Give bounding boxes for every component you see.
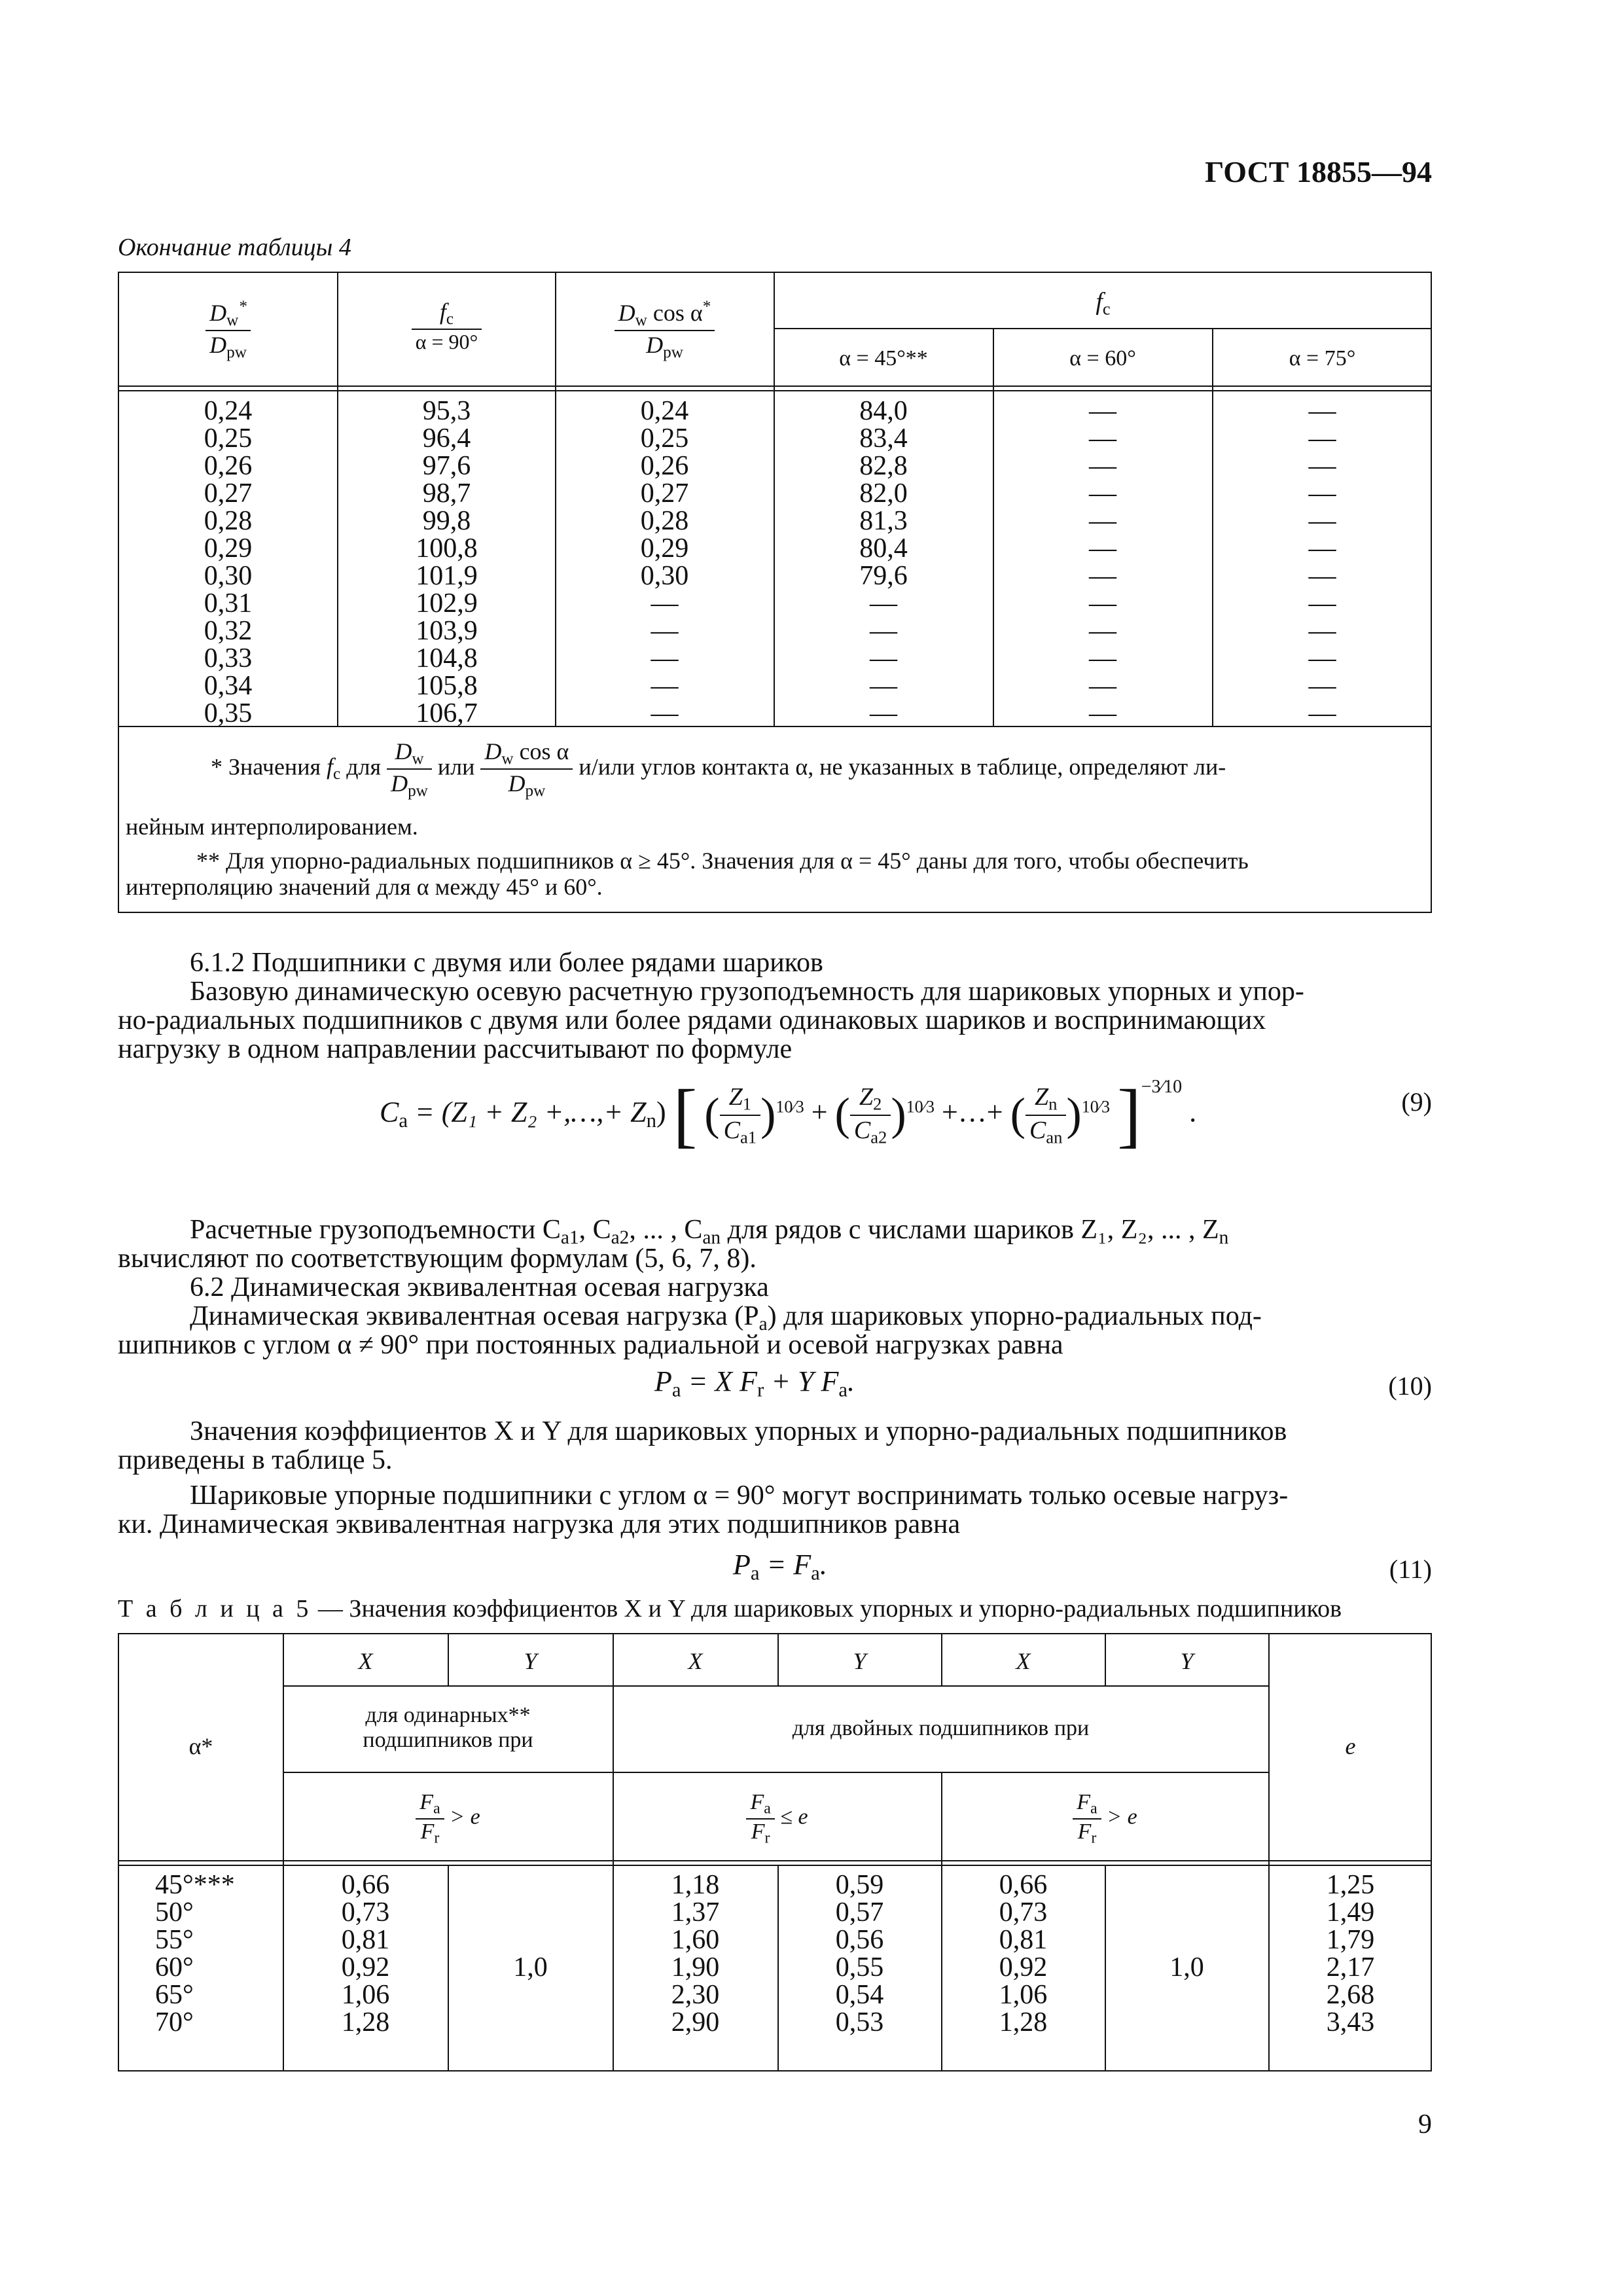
column-fc90-values: 95,3 96,4 97,6 98,7 99,8 100,8 101,9 102,9 103,9 104,8 105,8 106,7	[416, 396, 478, 728]
section-62-heading: 6.2 Динамическая эквивалентная осевая нагрузка	[190, 1272, 769, 1302]
table4-caption: Окончание таблицы 4	[118, 234, 351, 261]
header-fc-group: $f_c$	[1096, 288, 1111, 319]
header-single-bearings: для одинарных** подшипников при	[363, 1703, 533, 1752]
table4-footnote-2-cont: интерполяцию значений для α между 45° и 60°.	[126, 874, 603, 900]
column-x-double-le-values: 1,18 1,37 1,60 1,90 2,30 2,90	[671, 1870, 720, 2037]
condition-double-le-e: $\frac{F_a}{F_r}$ ≤ e	[613, 1790, 941, 1847]
header-y-1: Y	[524, 1648, 537, 1674]
section-612-p3: нагрузку в одном направлении рассчитывают по формуле	[118, 1034, 793, 1064]
header-x-1: X	[358, 1648, 373, 1674]
formula-11-number: (11)	[1389, 1554, 1432, 1584]
column-fc75-values: — — — — — — — — — — — —	[1308, 396, 1336, 728]
column-fc60-values: — — — — — — — — — — — —	[1089, 396, 1116, 728]
section-62-p6: ки. Динамическая эквивалентная нагрузка для этих подшипников равна	[118, 1509, 961, 1539]
table5	[118, 1633, 1432, 2072]
header-alpha-45: α = 45°**	[839, 346, 928, 370]
formula-11: $P_a = F_a$.	[733, 1549, 827, 1585]
formula-9: $C_a = (Z_1 + Z_2$ +,…,+ $Z_n$) [ ( $\frac{Z_1}{C_{a1}}$ )$^{10⁄3}$ + ( $\frac{Z_2}{C_{a2}}$ )$^{10⁄3}$ +…+ ( $\frac{Z_n}{C_{an}}$ )$^{10⁄3}$ ]$^{-3⁄10}$ .	[380, 1075, 1197, 1155]
column-x-double-gt-values: 0,66 0,73 0,81 0,92 1,06 1,28	[999, 1870, 1048, 2037]
header-fc-90: $\frac{f_c}{\alpha = 90^\circ}$	[338, 298, 556, 354]
header-alpha: α*	[188, 1733, 213, 1759]
table4-footnote-1: * Значения $f_c$ для $\frac{D_w}{D_{pw}}$ или $\frac{D_w \cos \alpha}{D_{pw}}$ и/или углов контакта α, не указанных в таблице, определяют ли-	[211, 738, 1226, 800]
header-e: e	[1345, 1733, 1356, 1759]
column-dw-dpw-values: 0,24 0,25 0,26 0,27 0,28 0,29 0,30 0,31 0,32 0,33 0,34 0,35	[204, 396, 253, 728]
section-62-p4: приведены в таблице 5.	[118, 1445, 393, 1475]
header-dw-cos-dpw: $\frac{D_w \cos \alpha^*}{D_{pw}}$	[556, 298, 774, 362]
table4	[118, 272, 1432, 913]
column-y-double-le-values: 0,59 0,57 0,56 0,55 0,54 0,53	[835, 1870, 884, 2037]
section-612-p1: Базовую динамическую осевую расчетную грузоподъемность для шариковых упорных и упор-	[190, 977, 1304, 1007]
section-612-heading: 6.1.2 Подшипники с двумя или более рядами шариков	[190, 948, 823, 978]
section-62-p3: Значения коэффициентов X и Y для шариковых упорных и упорно-радиальных подшипников	[190, 1416, 1287, 1446]
section-612-p5: вычисляют по соответствующим формулам (5, 6, 7, 8).	[118, 1244, 757, 1274]
section-62-p2: шипников с углом α ≠ 90° при постоянных радиальной и осевой нагрузках равна	[118, 1330, 1063, 1360]
formula-9-number: (9)	[1401, 1087, 1432, 1117]
header-y-3: Y	[1180, 1648, 1194, 1674]
column-dw-cos-values: 0,24 0,25 0,26 0,27 0,28 0,29 0,30 — — — — —	[640, 396, 689, 728]
section-612-p2: но-радиальных подшипников с двумя или более рядами одинаковых шариков и воспринимающих	[118, 1005, 1266, 1035]
header-y-2: Y	[853, 1648, 866, 1674]
header-alpha-75: α = 75°	[1289, 346, 1356, 370]
header-double-bearings: для двойных подшипников при	[792, 1716, 1090, 1740]
page-number: 9	[1418, 2109, 1432, 2140]
section-62-p1: Динамическая эквивалентная осевая нагрузка $(P_a)$ для шариковых упорно-радиальных под-	[190, 1301, 1262, 1335]
header-x-2: X	[688, 1648, 703, 1674]
header-x-3: X	[1016, 1648, 1031, 1674]
y-single-value: 1,0	[513, 1952, 548, 1982]
y-double-gt-value: 1,0	[1169, 1952, 1204, 1982]
table4-footnote-1-cont: нейным интерполированием.	[126, 814, 418, 840]
column-x-single-values: 0,66 0,73 0,81 0,92 1,06 1,28	[341, 1870, 390, 2037]
header-alpha-60: α = 60°	[1069, 346, 1136, 370]
condition-double-gt-e: $\frac{F_a}{F_r}$ > e	[942, 1790, 1268, 1847]
formula-10: $P_a = X$ $F_r + Y$ $F_a$.	[654, 1365, 855, 1401]
table5-caption: Т а б л и ц а 5 — Значения коэффициентов X и Y для шариковых упорных и упорно-радиальных подшипников	[118, 1595, 1342, 1623]
column-alpha-values: 45°*** 50° 55° 60° 65° 70°	[155, 1870, 235, 2037]
header-dw-dpw: $\frac{D_w^*}{D_{pw}}$	[119, 298, 337, 362]
column-e-values: 1,25 1,49 1,79 2,17 2,68 3,43	[1326, 1870, 1375, 2037]
section-62-p5: Шариковые упорные подшипники с углом α = 90° могут воспринимать только осевые нагруз-	[190, 1480, 1289, 1511]
column-fc45-values: 84,0 83,4 82,8 82,0 81,3 80,4 79,6 — — — — —	[859, 396, 908, 728]
formula-10-number: (10)	[1388, 1371, 1432, 1401]
condition-single-gt-e: $\frac{F_a}{F_r}$ > e	[283, 1790, 613, 1847]
document-code: ГОСТ 18855—94	[1205, 155, 1432, 188]
section-612-p4: Расчетные грузоподъемности $C_{a1}$, $C_{a2}$, ... , $C_{an}$ для рядов с числами шариков Z₁, Z₂, ... , $Z_n$	[190, 1215, 1229, 1249]
table4-footnote-2: ** Для упорно-радиальных подшипников α ≥ 45°. Значения для α = 45° даны для того, чтобы обеспечить	[196, 848, 1249, 874]
